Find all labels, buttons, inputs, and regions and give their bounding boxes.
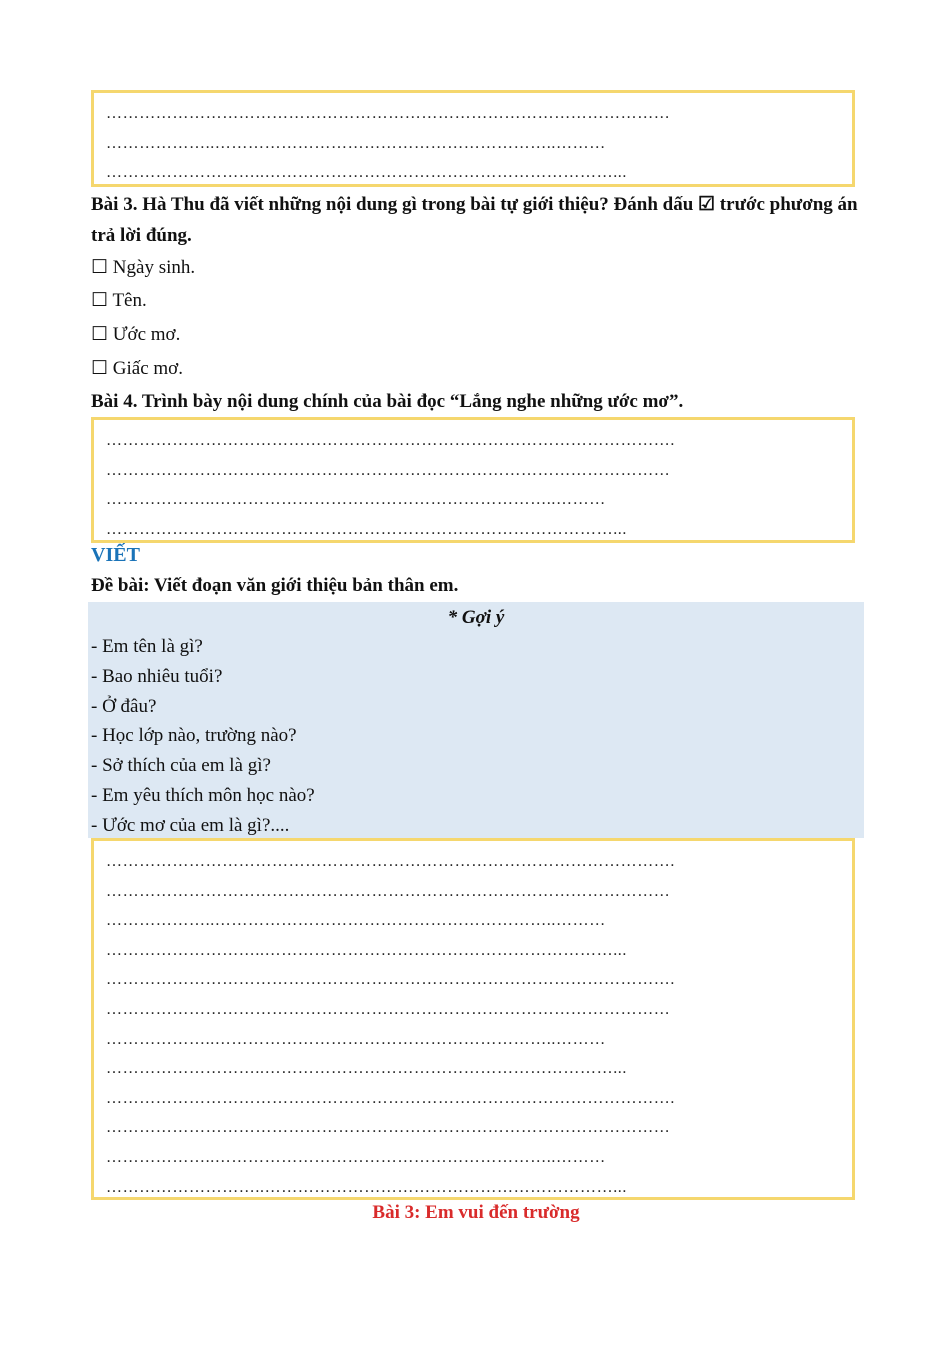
answer-line: …………………………………………………………………………………………. [106, 432, 675, 449]
section-heading-viet: VIẾT [91, 544, 140, 566]
writing-prompt: Đề bài: Viết đoạn văn giới thiệu bản thân em. [91, 575, 459, 596]
answer-line: ………………………..………………………………………………………... [106, 520, 627, 538]
question-3: Bài 3. Hà Thu đã viết những nội dung gì trong bài tự giới thiệu? Đánh dấu ☑ trước phương án trả lời đúng. [91, 194, 858, 246]
answer-line: ………………………..………………………………………………………... [106, 1060, 627, 1078]
answer-box-2[interactable] [91, 417, 855, 543]
answer-line: ………………………..………………………………………………………... [106, 1178, 627, 1196]
hint-item: - Ở đâu? [91, 695, 157, 717]
answer-box-1[interactable] [91, 90, 855, 187]
question-4: Bài 4. Trình bày nội dung chính của bài đọc “Lắng nghe những ước mơ”. [91, 391, 684, 412]
answer-line: ………………………………………………………………………………………… [106, 1000, 671, 1018]
option-checkbox[interactable]: ☐ Ước mơ. [91, 324, 181, 345]
answer-line: ………………..……………………………………………………..……… [106, 1148, 606, 1166]
next-lesson-title: Bài 3: Em vui đến trường [372, 1202, 580, 1223]
answer-line: …………………………………………………………………………………………. [106, 853, 675, 870]
option-checkbox[interactable]: ☐ Giấc mơ. [91, 358, 183, 379]
answer-line: …………………………………………………………………………………………. [106, 1089, 675, 1107]
hint-item: - Sở thích của em là gì? [91, 755, 271, 777]
option-checkbox[interactable]: ☐ Ngày sinh. [91, 257, 196, 278]
answer-line: ………………..……………………………………………………..……… [106, 491, 606, 509]
answer-line: ………………..……………………………………………………..……… [106, 912, 606, 930]
answer-line: ………………………………………………………………………………………… [106, 882, 671, 900]
answer-line: ………………………………………………………………………………………… [106, 461, 671, 479]
answer-line: ………………………..………………………………………………………... [106, 164, 627, 182]
hint-item: - Ước mơ của em là gì?.... [91, 814, 290, 836]
answer-line: ………………..……………………………………………………..……… [106, 1030, 606, 1048]
hint-item: - Học lớp nào, trường nào? [91, 725, 297, 747]
hint-item: - Em tên là gì? [91, 636, 203, 657]
option-checkbox[interactable]: ☐ Tên. [91, 290, 147, 311]
answer-box-3[interactable] [91, 838, 855, 1200]
hint-title: * Gợi ý [447, 607, 505, 628]
answer-line: …………………………………………………………………………………………. [106, 971, 675, 989]
hint-panel [88, 602, 864, 838]
hint-item: - Bao nhiêu tuổi? [91, 665, 223, 687]
answer-line: ………………………………………………………………………………………… [106, 1119, 671, 1137]
answer-line: ………………………………………………………………………………………… [106, 105, 671, 122]
answer-line: ………………..……………………………………………………..……… [106, 134, 606, 152]
hint-item: - Em yêu thích môn học nào? [91, 784, 315, 806]
answer-line: ………………………..………………………………………………………... [106, 941, 627, 959]
